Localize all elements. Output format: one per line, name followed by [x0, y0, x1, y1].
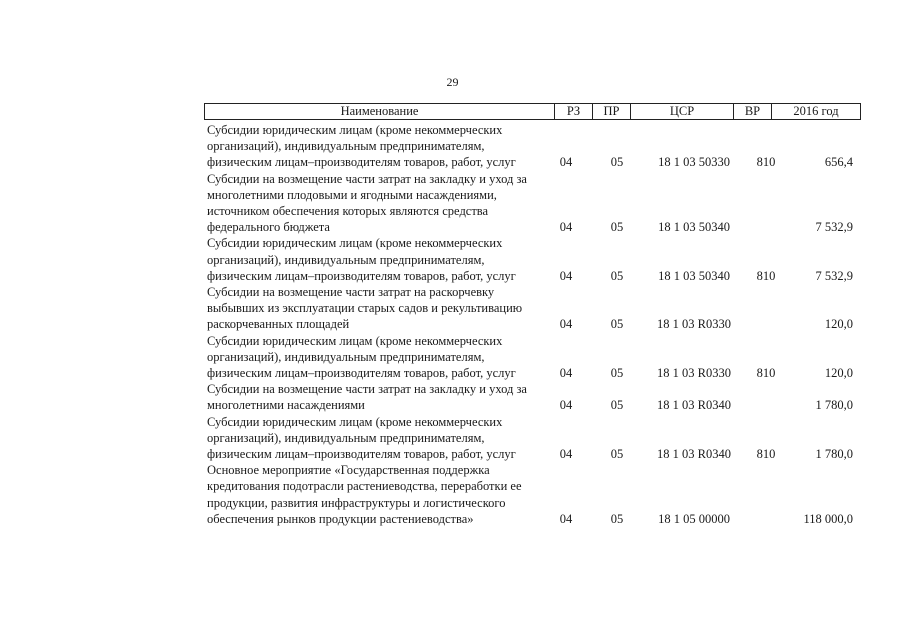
table-header [204, 103, 861, 120]
row-value: 656,4 [824, 155, 853, 170]
row-name-line: Субсидии юридическим лицам (кроме некоммерческих [207, 333, 503, 348]
row-name-line: физическим лицам–производителям товаров, работ, услуг [207, 268, 516, 283]
table-row [204, 414, 861, 463]
table-row [204, 171, 861, 236]
row-name [204, 171, 537, 236]
row-name-line: многолетними плодовыми и ягодными насаждениями, [207, 187, 497, 202]
row-name-line: физическим лицам–производителям товаров, работ, услуг [207, 447, 516, 462]
header-vr: ВР [734, 104, 772, 119]
row-pr: 05 [610, 220, 624, 235]
row-vr: 810 [756, 268, 776, 283]
row-vr: 810 [756, 447, 776, 462]
row-name-line: источником обеспечения которых являются средства [207, 204, 489, 219]
row-pr: 05 [610, 268, 624, 283]
row-name [204, 284, 537, 333]
row-name-line: Субсидии юридическим лицам (кроме некоммерческих [207, 414, 503, 429]
table-row [204, 333, 861, 382]
row-name-line: продукции, развития инфраструктуры и логистического [207, 495, 506, 510]
row-name-line: Субсидии юридическим лицам (кроме некоммерческих [207, 123, 503, 137]
row-value: 1 780,0 [815, 447, 853, 462]
header-name: Наименование [205, 104, 555, 119]
row-name-line: Субсидии на возмещение части затрат на закладку и уход за [207, 171, 527, 186]
row-csr: 18 1 05 00000 [658, 511, 730, 526]
row-name-line: раскорчеванных площадей [207, 317, 350, 332]
row-pr: 05 [610, 366, 624, 381]
row-pr: 05 [610, 511, 624, 526]
row-value: 1 780,0 [815, 398, 853, 413]
row-name-line: обеспечения рынков продукции растениеводства» [207, 511, 474, 526]
row-value: 120,0 [824, 366, 853, 381]
header-pr: ПР [593, 104, 631, 119]
row-name-line: Основное мероприятие «Государственная поддержка [207, 463, 490, 478]
row-rz: 04 [559, 447, 573, 462]
row-name [204, 235, 537, 284]
header-csr: ЦСР [631, 104, 734, 119]
row-name-line: организаций), индивидуальным предпринимателям, [207, 139, 485, 154]
row-value: 7 532,9 [815, 268, 853, 283]
table-body [204, 122, 861, 527]
row-name [204, 333, 537, 382]
row-name [204, 414, 537, 463]
row-rz: 04 [559, 155, 573, 170]
row-csr: 18 1 03 R0340 [657, 447, 731, 462]
row-pr: 05 [610, 155, 624, 170]
table-row [204, 122, 861, 171]
row-name [204, 381, 537, 413]
row-pr: 05 [610, 447, 624, 462]
row-csr: 18 1 03 50330 [658, 155, 730, 170]
row-name-line: выбывших из эксплуатации старых садов и рекультивацию [207, 301, 523, 316]
row-rz: 04 [559, 398, 573, 413]
row-vr: 810 [756, 155, 776, 170]
row-csr: 18 1 03 R0330 [657, 366, 731, 381]
row-name-line: физическим лицам–производителям товаров, работ, услуг [207, 366, 516, 381]
row-rz: 04 [559, 511, 573, 526]
row-name-line: физическим лицам–производителям товаров, работ, услуг [207, 155, 516, 170]
row-csr: 18 1 03 R0340 [657, 398, 731, 413]
row-vr: 810 [756, 366, 776, 381]
row-value: 120,0 [824, 317, 853, 332]
table-row [204, 284, 861, 333]
row-name [204, 462, 537, 527]
row-rz: 04 [559, 268, 573, 283]
row-csr: 18 1 03 50340 [658, 220, 730, 235]
row-pr: 05 [610, 398, 624, 413]
table-row [204, 462, 861, 527]
row-value: 7 532,9 [815, 220, 853, 235]
row-name-line: организаций), индивидуальным предпринимателям, [207, 252, 485, 267]
row-pr: 05 [610, 317, 624, 332]
row-name [204, 122, 537, 171]
row-name-line: организаций), индивидуальным предпринимателям, [207, 349, 485, 364]
row-name-line: организаций), индивидуальным предпринимателям, [207, 430, 485, 445]
row-rz: 04 [559, 220, 573, 235]
row-name-line: Субсидии на возмещение части затрат на раскорчевку [207, 285, 495, 300]
header-rz: РЗ [555, 104, 593, 119]
table-row [204, 381, 861, 413]
table-row [204, 235, 861, 284]
row-name-line: кредитования подотрасли растениеводства, переработки ее [207, 479, 522, 494]
row-name-line: федерального бюджета [207, 220, 330, 235]
row-csr: 18 1 03 R0330 [657, 317, 731, 332]
row-name-line: Субсидии на возмещение части затрат на закладку и уход за [207, 382, 527, 397]
row-value: 118 000,0 [803, 511, 853, 526]
row-name-line: Субсидии юридическим лицам (кроме некоммерческих [207, 236, 503, 251]
row-name-line: многолетними насаждениями [207, 398, 365, 413]
row-rz: 04 [559, 366, 573, 381]
row-csr: 18 1 03 50340 [658, 268, 730, 283]
header-year: 2016 год [793, 104, 839, 118]
page-number: 29 [446, 75, 459, 89]
row-rz: 04 [559, 317, 573, 332]
